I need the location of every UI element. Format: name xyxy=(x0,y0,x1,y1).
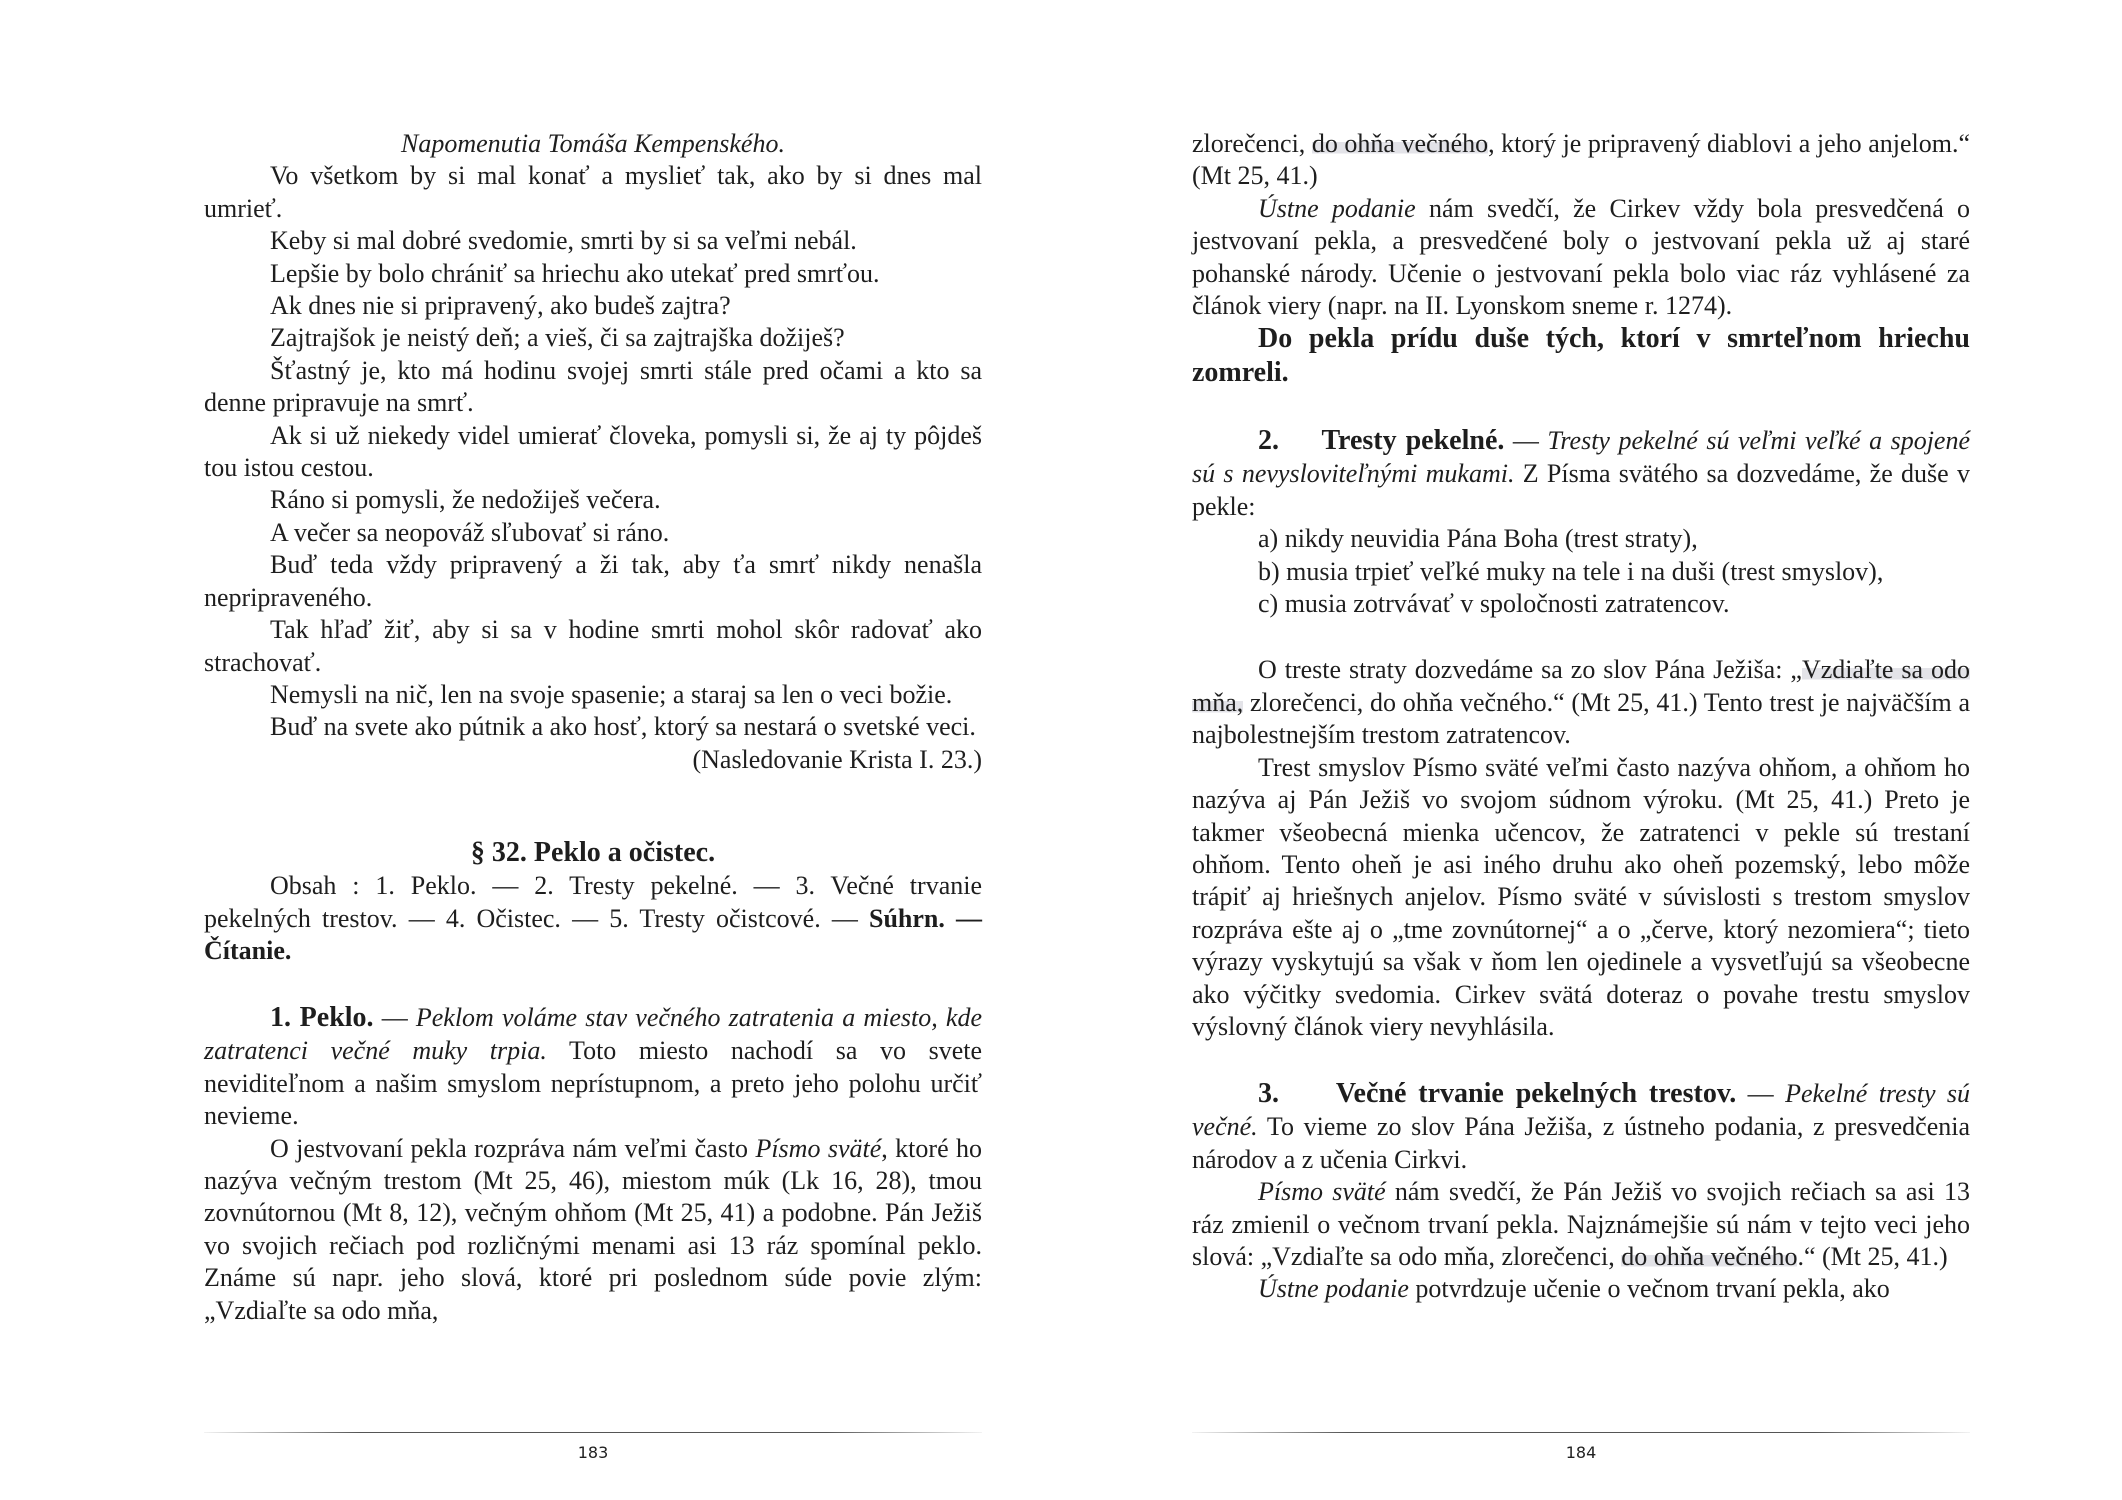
peklo-definition: Peklom voláme stav večného zatratenia a miesto, kde zatratenci večné muky trpia. xyxy=(204,1003,982,1066)
tresty-paragraph xyxy=(1192,424,1970,523)
peklo-text: Toto miesto nachodí sa vo svete neviditeľnom a našim smyslom neprístupnom, a preto jeho polohu určiť nevieme. xyxy=(204,1036,982,1131)
contents-text: Obsah : 1. Peklo. — 2. Tresty pekelné. — 3. Večné trvanie pekelných trestov. — 4. Očistec. — 5. Tresty očistcové. — xyxy=(204,871,982,933)
left-page xyxy=(204,128,982,1327)
italic-term: Ústne podanie xyxy=(1258,193,1416,223)
peklo-heading: 1. Peklo. xyxy=(270,1002,374,1034)
loss-paragraph xyxy=(1192,654,1970,751)
section-number: 3. xyxy=(1258,1078,1279,1110)
dash: — xyxy=(373,1003,416,1033)
highlighted-text: do ohňa večného xyxy=(1311,129,1489,158)
footer-rule xyxy=(1192,1432,1970,1433)
text: O jestvovaní pekla rozpráva nám veľmi často xyxy=(270,1133,756,1163)
highlighted-text: Vzdiaľte sa odo mňa, xyxy=(1192,655,1970,717)
quote-line: Buď teda vždy pripravený a ži tak, aby ťa smrť nikdy nenašla nepripraveného. xyxy=(204,550,982,612)
text: O treste straty dozvedáme sa zo slov Pána Ježiša: „ xyxy=(1258,655,1802,685)
text: nám svedčí, že Pán Ježiš vo svojich rečiach sa asi 13 ráz zmienil o večnom trvaní pekla. Najznámejšie sú nám v tejto veci jeho slová: „Vzdiaľte sa odo mňa, zlorečenci, xyxy=(1192,1177,1970,1271)
footer-rule xyxy=(204,1432,982,1433)
eternal-paragraph xyxy=(1192,1077,1970,1176)
quote-line: Lepšie by bolo chrániť sa hriechu ako utekať pred smrťou. xyxy=(270,258,880,288)
right-page xyxy=(1192,128,1970,1306)
quote-line: Šťastný je, kto má hodinu svojej smrti stále pred očami a kto sa denne pripravuje na smrť. xyxy=(204,355,982,418)
quote-line: Ak dnes nie si pripravený, ako budeš zajtra? xyxy=(270,291,731,321)
section-number: 2. xyxy=(1258,425,1279,457)
italic-term: Ústne podanie xyxy=(1258,1274,1409,1304)
oral-tradition-paragraph xyxy=(1192,193,1970,323)
text: Z Písma svätého sa dozvedáme, že duše v pekle: xyxy=(1192,459,1971,521)
section-definition: Tresty pekelné sú veľmi veľké a spojené sú s nevysloviteľnými mukami. xyxy=(1192,426,1970,489)
epigraph-title: Napomenutia Tomáša Kempenského. xyxy=(401,129,785,158)
section-title: § 32. Peklo a očistec. xyxy=(470,837,716,869)
quote-line: Vo všetkom by si mal konať a myslieť tak, ako by si dnes mal umrieť. xyxy=(204,161,982,223)
dash: — xyxy=(1504,426,1548,456)
page-number-left: 183 xyxy=(577,1443,609,1462)
highlighted-text: do ohňa večného xyxy=(1621,1241,1798,1271)
quote-line: Tak hľaď žiť, aby si sa v hodine smrti mohol skôr radovať ako strachovať. xyxy=(204,615,982,677)
quote-line: Zajtrajšok je neistý deň; a vieš, či sa zajtrajška dožiješ? xyxy=(270,323,845,353)
list-item: b) musia trpieť veľké muky na tele i na duši (trest smyslov), xyxy=(1258,556,1884,586)
section-heading: Večné trvanie pekelných trestov. xyxy=(1335,1078,1737,1110)
list-item: a) nikdy neuvidia Pána Boha (trest straty), xyxy=(1258,524,1698,554)
quote-line: Buď na svete ako pútnik a ako hosť, ktorý sa nestará o svetské veci. xyxy=(270,712,976,742)
quote-line: Ráno si pomysli, že nedožiješ večera. xyxy=(270,485,661,515)
contents-paragraph xyxy=(204,870,982,967)
text: zlorečenci, do ohňa večného.“ (Mt 25, 41.) Tento trest je najväčším a najbolestnejším trestom zatratencov. xyxy=(1192,687,1970,750)
text: potvrdzuje učenie o večnom trvaní pekla, ako xyxy=(1408,1274,1890,1304)
italic-term: Písmo sväté xyxy=(1258,1177,1386,1207)
page-number-right: 184 xyxy=(1565,1443,1597,1462)
text: , ktorý je pripravený diablovi a jeho anjelom.“ (Mt 25, 41.) xyxy=(1192,129,1970,191)
scripture-paragraph xyxy=(204,1133,982,1327)
bold-statement: Do pekla prídu duše tých, ktorí v smrteľnom hriechu zomreli. xyxy=(1192,323,1970,389)
peklo-paragraph xyxy=(204,1001,982,1132)
dash: — xyxy=(1736,1079,1786,1109)
punishment-list xyxy=(1192,523,1970,620)
quote-line: Keby si mal dobré svedomie, smrti by si sa veľmi nebál. xyxy=(270,226,857,256)
quote-source: (Nasledovanie Krista I. 23.) xyxy=(692,744,982,774)
section-heading: Tresty pekelné. xyxy=(1321,425,1505,457)
oral-tradition-paragraph xyxy=(1192,1273,1970,1305)
list-item: c) musia zotrvávať v spoločnosti zatratencov. xyxy=(1258,589,1730,619)
text: .“ (Mt 25, 41.) xyxy=(1797,1241,1948,1271)
italic-term: Písmo sväté xyxy=(755,1133,882,1163)
quote-line: Ak si už niekedy videl umierať človeka, pomysli si, že aj ty pôjdeš tou istou cestou. xyxy=(204,420,982,483)
text: To vieme zo slov Pána Ježiša, z ústneho podania, z presvedčenia národov a z učenia Cirkvi. xyxy=(1192,1112,1970,1174)
text: zlorečenci, xyxy=(1192,129,1312,158)
text: nám svedčí, že Cirkev vždy bola presvedčená o jestvovaní pekla, a presvedčené boly o jestvovaní pekla už aj staré pohanské národy. Učenie o jestvovaní pekla bolo viac ráz vyhlásené za článok viery (napr. na II. Lyonskom sneme r. 1274). xyxy=(1192,193,1971,321)
scripture-paragraph xyxy=(1192,1176,1970,1273)
text: , ktoré ho nazýva večným trestom (Mt 25, 46), miestom múk (Lk 16, 28), tmou zovnútornou (Mt 8, 12), večným ohňom (Mt 25, 41) a podobne. Pán Ježiš vo svojich rečiach pod rozličnými menami asi 13 ráz spomínal peklo. Známe sú napr. jeho slová, ktoré pri poslednom súde povie zlým: „Vzdiaľte sa odo mňa, xyxy=(204,1133,983,1325)
senses-paragraph: Trest smyslov Písmo sväté veľmi často nazýva ohňom, a ohňom ho nazýva aj Pán Ježiš vo svojom súdnom výroku. (Mt 25, 41.) Preto je takmer všeobecná mienka učencov, že zatratenci v pekle sú trestaní ohňom. Tento oheň je asi iného druhu ako oheň pozemský, lebo môže trápiť aj hriešnych anjelov. Písmo sväté v súvislosti s trestom smyslov rozpráva ešte aj o „tme zovnútornej“ a o „červe, ktorý nezomiera“; tieto výrazy vyskytujú sa však v ňom len ojedinele a vysvetľujú sa všeobecne ako výčitky svedomia. Cirkev svätá doteraz o povahe trestu smyslov výslovný článok viery nevyhlásila. xyxy=(1192,752,1970,1041)
quote-line: Nemysli na nič, len na svoje spasenie; a staraj sa len o veci božie. xyxy=(270,679,953,709)
contents-summary: Súhrn. — Čítanie. xyxy=(204,903,983,965)
continued-paragraph xyxy=(1192,128,1970,193)
quote-line: A večer sa neopováž sľubovať si ráno. xyxy=(270,517,670,547)
section-definition: Pekelné tresty sú večné. xyxy=(1192,1079,1971,1142)
